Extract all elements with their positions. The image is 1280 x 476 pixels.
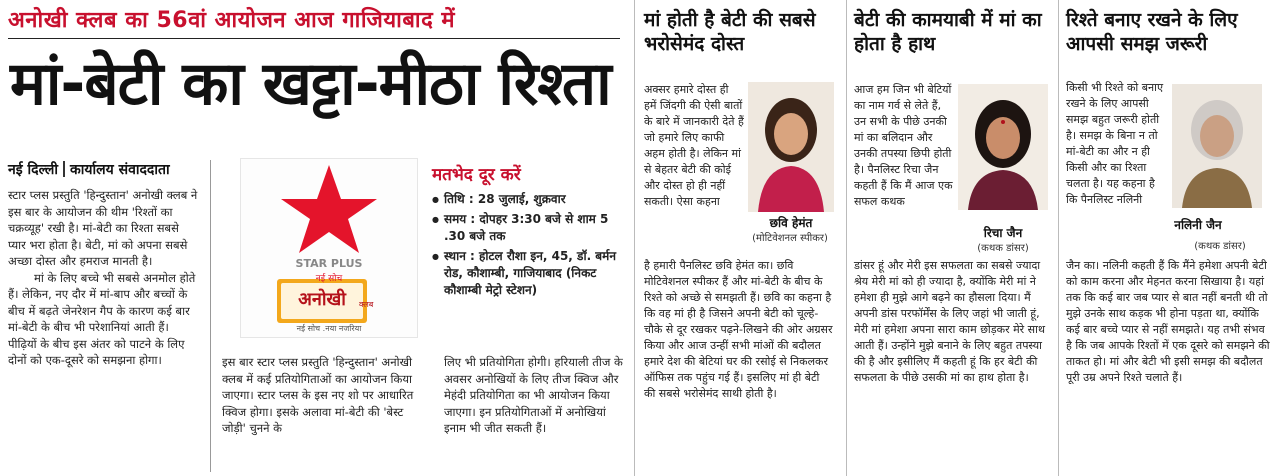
logo-club-name: अनोखी <box>298 289 346 310</box>
section1-photo <box>748 82 834 212</box>
logo-slogan: नई सोच .नया नजरिया <box>296 324 362 333</box>
main-paragraph-1: स्टार प्लस प्रस्तुति 'हिन्दुस्तान' अनोखी क्लब ने इस बार के आयोजन की थीम 'रिश्तों का चक्रव्यूह' रखी है। मां-बेटी का रिश्ता सबसे प्यार भरा होता है। बेटी, मां को अपना सबसे अच्छा दोस्त और हमराज मानती है। <box>8 188 198 268</box>
section2-name: रिचा जैन <box>983 226 1023 240</box>
byline-place: नई दिल्ली <box>8 162 59 178</box>
star-plus-anokhi-logo <box>240 158 418 338</box>
section2-text: डांसर हूं और मेरी इस सफलता का सबसे ज्यादा श्रेय मेरी मां को ही ज्यादा है, क्योंकि मेरी मां ने हमेशा ही मुझे आगे बढ़ने का हौसला दिया। मैं अपनी डांस परफॉर्मेंस के लिए जहां भी जाती हूं, मेरी मां हमेशा अपना सारा काम छोड़कर मेरे साथ आती हैं। उन्होंने मुझे बनाने के लिए बहुत तपस्या की है और इसीलिए मैं कहती हूं कि हर बेटी की सफलता के पीछे उसकी मां का हाथ होता है। <box>854 259 1045 384</box>
event-box-title: मतभेद दूर करें <box>432 165 521 185</box>
woman-portrait-icon <box>1172 84 1262 208</box>
woman-portrait-icon <box>958 84 1048 210</box>
event-date: ● तिथि : 28 जुलाई, शुक्रवार <box>432 191 622 208</box>
event-time: ● समय : दोपहर 3:30 बजे से शाम 5 .30 बजे तक <box>432 211 622 245</box>
main-column-3: लिए भी प्रतियोगिता होगी। हरियाली तीज के अवसर अनोखियों के लिए तीज क्विज और मेहंदी प्रतियोगिता का भी आयोजन किया जाएगा। इन प्रतियोगिताओं में अनोखियां इनाम भी जीत सकती हैं। <box>444 355 623 435</box>
kicker-rule <box>8 38 620 39</box>
main-column-2: इस बार स्टार प्लस प्रस्तुति 'हिन्दुस्तान' अनोखी क्लब में कई प्रतियोगिताओं का आयोजन किया जाएगा। स्टार प्लस के इस नए शो पर आधारित क्विज होगा। इसके अलावा मां-बेटी की 'बेस्ट जोड़ी' चुनने के <box>222 355 414 435</box>
logo-club-sub: क्लब <box>359 300 374 309</box>
logo-tagline: नई सोच <box>315 274 343 284</box>
section1-text: है हमारी पैनलिस्ट छवि हेमंत का। छवि मोटिवेशनल स्पीकर हैं और मां-बेटी के बीच के रिश्ते को अच्छे से समझती हैं। छवि का कहना है कि वह मां ही है जिसने अपनी बेटी को चूल्हे-चौके से दूर रखकर पढ़ने-लिखने की ओर अग्रसर किया और आज उन्हीं सभी मांओं की बदौलत हमारे देश की बेटियां घर की रसोई से निकलकर ऑफिस तक पहुंच गई हैं। इसलिए मां ही बेटी की सबसे भरोसेमंद साथी होती है। <box>644 259 833 400</box>
section1-role: (मोटिवेशनल स्पीकर) <box>752 233 828 244</box>
main-column-1 <box>8 187 200 369</box>
logo-brand: STAR PLUS <box>295 257 363 270</box>
section-divider-1 <box>846 0 847 476</box>
section2-photo <box>958 84 1048 210</box>
section3-name: नलिनी जैन <box>1174 218 1222 232</box>
byline <box>8 160 170 179</box>
section2-text-top: आज हम जिन भी बेटियों का नाम गर्व से लेते हैं, उन सभी के पीछे उनकी मां का बलिदान और उनकी तपस्या छिपी होती है। पैनलिस्ट रिचा जैन कहती हैं कि मैं आज एक सफल कथक <box>854 83 953 208</box>
event-box <box>432 162 622 328</box>
main-paragraph-2: मां के लिए बच्चे भी सबसे अनमोल होते हैं। लेकिन, नए दौर में मां-बाप और बच्चों के बीच में बढ़ते जेनरेशन गैप के कारण कई बार मां-बेटी के बीच भी परेशानियां आती हैं। पीढ़ियों के बीच इस अंतर को पाटने के लिए दोनों को एक-दूसरे को समझना होगा। <box>8 270 196 367</box>
kicker: अनोखी क्लब का 56वां आयोजन आज गाजियाबाद में <box>8 8 456 33</box>
event-details <box>432 191 622 299</box>
section2-title: बेटी की कामयाबी में मां का होता है हाथ <box>854 9 1042 55</box>
event-venue: ● स्थान : होटल रौशा इन, 45, डॉ. बर्मन रोड, कौशाम्बी, गाजियाबाद (निकट कौशाम्बी मेट्रो स्टेशन) <box>432 248 622 299</box>
section-divider-2 <box>1058 0 1059 476</box>
section3-text: जैन का। नलिनी कहती हैं कि मैंने हमेशा अपनी बेटी को काम करना और मेहनत करना सिखाया है। यहां तक कि कई बार जब प्यार से बात नहीं बनती थी तो मुझे उनके साथ कड़क भी होना पड़ता था, क्योंकि कई बार बच्चे प्यार से नहीं समझते। यह तभी संभव है कि जब आपके रिश्तों में एक दूसरे को समझने की ताकत हो। मां और बेटी भी इसी समझ की बदौलत पूरी उम्र अपने रिश्ते चलाते हैं। <box>1066 259 1270 384</box>
byline-source: कार्यालय संवाददाता <box>70 162 170 178</box>
section3-role: (कथक डांसर) <box>1194 241 1246 252</box>
section3-text-top: किसी भी रिश्ते को बनाए रखने के लिए आपसी समझ बहुत जरूरी होती है। समझ के बिना न तो मां-बेटी का और न ही किसी और का रिश्ता चलता है। यह कहना है कि पैनलिस्ट नलिनी <box>1066 81 1164 206</box>
woman-portrait-icon <box>748 82 834 212</box>
page-divider <box>634 0 635 476</box>
section2-role: (कथक डांसर) <box>977 243 1029 254</box>
byline-separator <box>63 161 65 177</box>
section1-name: छवि हेमंत <box>769 216 813 230</box>
column-divider <box>210 160 211 472</box>
section1-title: मां होती है बेटी की सबसे भरोसेमंद दोस्त <box>644 9 816 55</box>
section1-text-top: अक्सर हमारे दोस्त ही हमें जिंदगी की ऐसी बातों के बारे में जानकारी देते हैं जो हमारे लिए काफी अहम होती है। लेकिन मां से बेहतर बेटी की कोई और दोस्त हो ही नहीं सकती। ऐसा कहना <box>644 83 744 208</box>
section3-title: रिश्ते बनाए रखने के लिए आपसी समझ जरूरी <box>1066 9 1238 55</box>
section3-photo <box>1172 84 1262 208</box>
headline: मां-बेटी का खट्टा-मीठा रिश्ता <box>10 49 611 119</box>
